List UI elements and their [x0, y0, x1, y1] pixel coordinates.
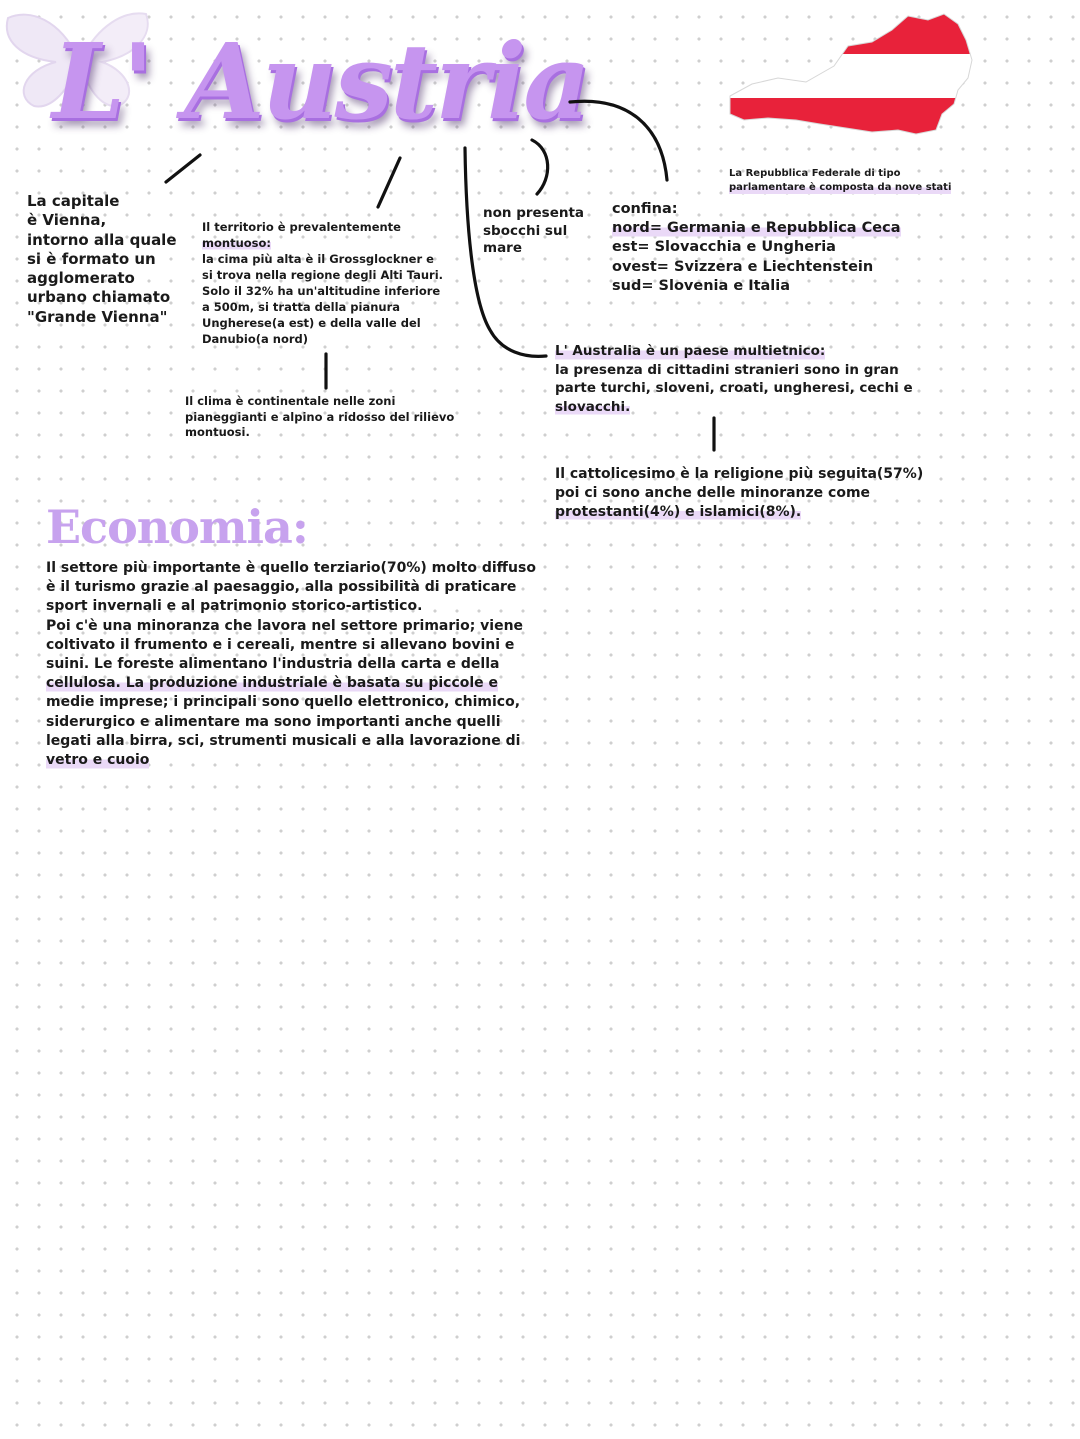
capital-line: agglomerato — [27, 269, 135, 288]
economy-line: siderurgico e alimentare ma sono importanti anche quelli — [46, 713, 501, 730]
climate-line: Il clima è continentale nelle zoni — [185, 394, 396, 408]
economy-line: coltivato il frumento e i cereali, mentre si allevano bovini e — [46, 636, 515, 653]
austria-flag-map-icon — [722, 8, 978, 144]
economy-paragraph — [46, 559, 606, 770]
religion-note — [555, 465, 923, 521]
capital-note — [27, 192, 177, 327]
government-line: La Repubblica Federale di tipo — [729, 168, 901, 179]
territory-line: la cima più alta è il Grossglockner e — [202, 252, 434, 266]
population-note — [555, 342, 913, 416]
territory-line: Danubio(a nord) — [202, 332, 309, 346]
government-note — [729, 167, 951, 195]
government-line: parlamentare è composta da nove stati — [729, 182, 952, 193]
borders-line: nord= Germania e Repubblica Ceca — [612, 219, 901, 238]
territory-line: Solo il 32% ha un'altitudine inferiore — [202, 284, 441, 298]
population-line: parte turchi, sloveni, croati, ungheresi, cechi e — [555, 380, 913, 396]
population-line: slovacchi. — [555, 398, 631, 415]
borders-line: est= Slovacchia e Ungheria — [612, 239, 836, 256]
borders-note — [612, 200, 901, 296]
population-line: L' Australia è un paese multietnico: — [555, 343, 826, 359]
capital-line: La capitale — [27, 192, 120, 210]
economy-line: medie imprese; i principali sono quello elettronico, chimico, — [46, 694, 521, 711]
religion-line: Il cattolicesimo è la religione più seguita(57%) — [555, 466, 924, 482]
capital-line: intorno alla quale — [27, 230, 177, 249]
economy-line: cellulosa. La produzione industriale è basata su piccole e — [46, 674, 498, 693]
sea-line: non presenta — [483, 205, 585, 221]
sea-line: sbocchi sul — [483, 222, 568, 239]
climate-line: montuosi. — [185, 425, 250, 439]
capital-line: si è formato un — [27, 249, 156, 268]
climate-note — [185, 394, 454, 441]
economy-line: è il turismo grazie al paesaggio, alla possibilità di praticare — [46, 579, 517, 596]
page-title: L' Austria — [52, 20, 588, 143]
territory-line: montuoso: — [202, 236, 271, 250]
economy-line: sport invernali e al patrimonio storico-artistico. — [46, 598, 423, 615]
territory-line: a 500m, si tratta della pianura — [202, 300, 401, 314]
territory-line: Ungherese(a est) e della valle del — [202, 316, 421, 330]
economy-line: suini. Le foreste alimentano l'industria della carta e della — [46, 656, 500, 673]
territory-line: si trova nella regione degli Alti Tauri. — [202, 268, 444, 282]
economy-line: Poi c'è una minoranza che lavora nel settore primario; viene — [46, 617, 524, 634]
sea-note — [483, 205, 584, 258]
climate-line: pianeggianti e alpino a ridosso del rilievo — [185, 409, 455, 424]
sea-line: mare — [483, 240, 522, 256]
borders-line: confina: — [612, 201, 678, 217]
capital-line: è Vienna, — [27, 211, 107, 230]
religion-line: protestanti(4%) e islamici(8%). — [555, 503, 802, 520]
economy-heading: Economia: — [46, 500, 308, 554]
religion-line: poi ci sono anche delle minoranze come — [555, 484, 871, 501]
economy-line: legati alla birra, sci, strumenti musicali e alla lavorazione di — [46, 732, 521, 749]
population-line: la presenza di cittadini stranieri sono in gran — [555, 361, 899, 378]
capital-line: urbano chiamato — [27, 288, 171, 307]
capital-line: "Grande Vienna" — [27, 307, 168, 326]
borders-line: sud= Slovenia e Italia — [612, 277, 791, 294]
borders-line: ovest= Svizzera e Liechtenstein — [612, 258, 874, 275]
territory-note — [202, 219, 443, 347]
territory-line: Il territorio è prevalentemente — [202, 220, 401, 234]
economy-line: Il settore più importante è quello terziario(70%) molto diffuso — [46, 560, 536, 576]
economy-line: vetro e cuoio — [46, 751, 149, 770]
